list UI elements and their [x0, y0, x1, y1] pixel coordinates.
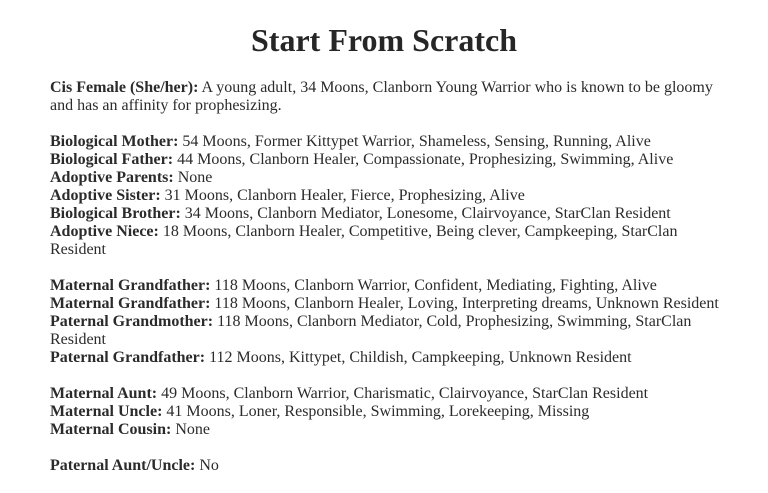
family-entry-adoptive-sister [50, 187, 722, 205]
family-entry-maternal-aunt [50, 385, 722, 403]
family-entry-biological-father [50, 151, 722, 169]
entry-label: Adoptive Sister: [50, 187, 161, 204]
entry-text: 44 Moons, Clanborn Healer, Compassionate, Prophesizing, Swimming, Alive [173, 151, 674, 168]
entry-text: No [195, 457, 219, 474]
identity-text: A young adult, 34 Moons, Clanborn Young Warrior who is known to be gloomy and has an affinity for prophesizing. [50, 79, 713, 114]
entry-label: Maternal Cousin: [50, 421, 172, 438]
entry-label: Maternal Aunt: [50, 385, 158, 402]
family-entry-biological-brother [50, 205, 722, 223]
family-entry-paternal-grandmother [50, 313, 722, 349]
family-entry-maternal-grandfather [50, 277, 722, 295]
character-document [50, 79, 722, 493]
family-entry-maternal-cousin [50, 421, 722, 439]
entry-text: 49 Moons, Clanborn Warrior, Charismatic, Clairvoyance, StarClan Resident [157, 385, 649, 402]
entry-text: 34 Moons, Clanborn Mediator, Lonesome, Clairvoyance, StarClan Resident [180, 205, 671, 222]
entry-label: Maternal Uncle: [50, 403, 163, 420]
family-entry-adoptive-parents [50, 169, 722, 187]
entry-text: None [171, 421, 210, 438]
entry-text: None [173, 169, 213, 186]
entry-label: Maternal Grandfather: [50, 277, 211, 294]
family-entry-paternal-grandfather [50, 349, 722, 367]
entry-label: Adoptive Niece: [50, 223, 159, 240]
entry-label: Biological Brother: [50, 205, 181, 222]
entry-text: 54 Moons, Former Kittypet Warrior, Shameless, Sensing, Running, Alive [178, 133, 651, 150]
entry-text: 118 Moons, Clanborn Healer, Loving, Interpreting dreams, Unknown Resident [210, 295, 719, 312]
entry-label: Biological Mother: [50, 133, 179, 150]
entry-text: 31 Moons, Clanborn Healer, Fierce, Prophesizing, Alive [160, 187, 525, 204]
entry-label: Maternal Grandfather: [50, 295, 211, 312]
entry-text: 18 Moons, Clanborn Healer, Competitive, Being clever, Campkeeping, StarClan Resident [50, 223, 678, 258]
grandparents-section [50, 277, 722, 367]
identity-label: Cis Female (She/her): [50, 79, 199, 96]
family-entry-biological-mother [50, 133, 722, 151]
family-entry-maternal-uncle [50, 403, 722, 421]
entry-label: Biological Father: [50, 151, 174, 168]
paternal-relatives-section [50, 457, 722, 475]
entry-text: 118 Moons, Clanborn Warrior, Confident, Mediating, Fighting, Alive [210, 277, 657, 294]
intro-paragraph [50, 79, 722, 115]
entry-text: 41 Moons, Loner, Responsible, Swimming, Lorekeeping, Missing [162, 403, 590, 420]
page-title: Start From Scratch [251, 22, 517, 58]
entry-label: Adoptive Parents: [50, 169, 174, 186]
family-entry-maternal-grandfather-2 [50, 295, 722, 313]
family-entry-adoptive-niece [50, 223, 722, 259]
maternal-relatives-section [50, 385, 722, 439]
entry-label: Paternal Grandmother: [50, 313, 214, 330]
immediate-family-section [50, 133, 722, 259]
entry-text: 118 Moons, Clanborn Mediator, Cold, Prophesizing, Swimming, StarClan Resident [50, 313, 692, 348]
entry-text: 112 Moons, Kittypet, Childish, Campkeeping, Unknown Resident [205, 349, 632, 366]
family-entry-paternal-aunt-uncle [50, 457, 722, 475]
entry-label: Paternal Grandfather: [50, 349, 206, 366]
entry-label: Paternal Aunt/Uncle: [50, 457, 196, 474]
